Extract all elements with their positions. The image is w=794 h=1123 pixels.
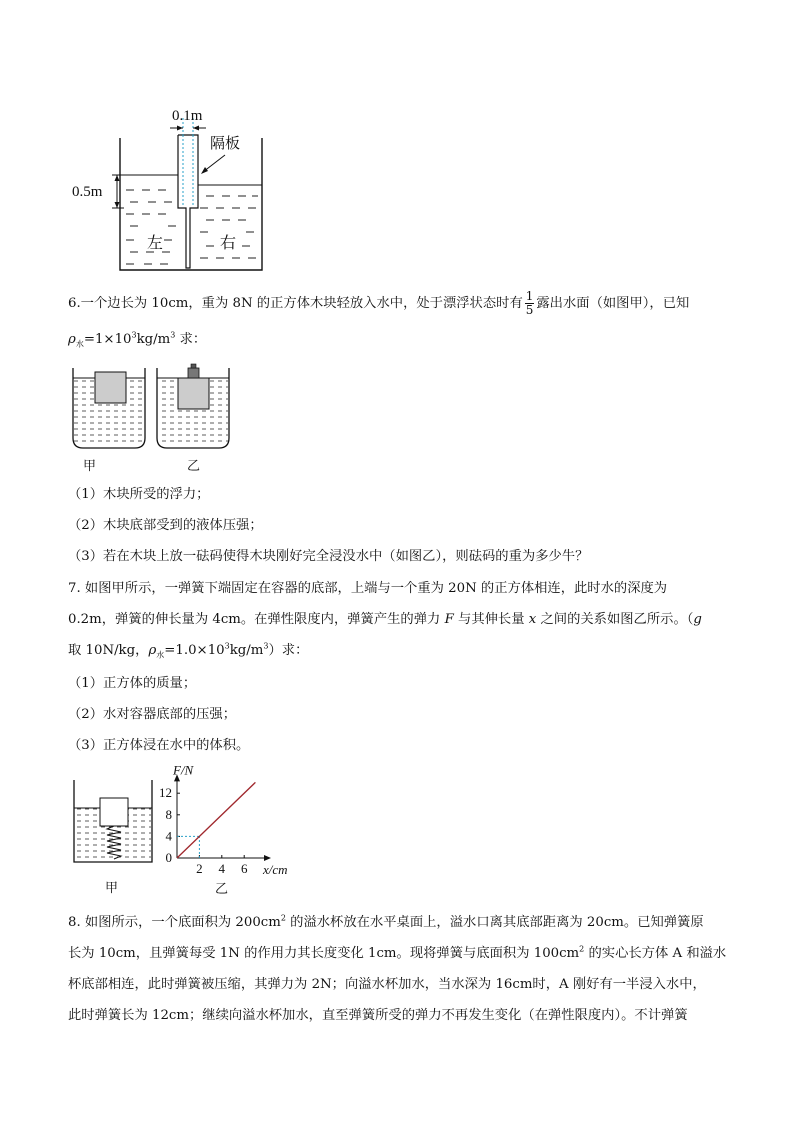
q7-sub3: （3）正方体浸在水中的体积。 xyxy=(68,738,250,753)
q6-sub3: （3）若在木块上放一砝码使得木块刚好完全浸没水中（如图乙），则砝码的重为多少牛？ xyxy=(68,549,589,564)
depth-label: 0.5m xyxy=(72,184,103,200)
left-label: 左 xyxy=(147,235,164,252)
force-extension-chart xyxy=(155,762,305,902)
q7-density-exponent: 3 xyxy=(224,641,230,651)
q7-line3 xyxy=(68,641,308,661)
q7-sub2: （2）水对容器底部的压强； xyxy=(68,707,237,722)
q6-density-unit: kg/m xyxy=(136,332,171,347)
q6-text-b: 露出水面（如图甲），已知 xyxy=(536,296,690,311)
q6-density-exponent: 3 xyxy=(131,330,137,340)
q8-exponent-a: 2 xyxy=(280,913,286,923)
fig-jia-label: 甲 xyxy=(83,458,97,473)
partition-label: 隔板 xyxy=(210,136,241,152)
q6-sub2: （2）木块底部受到的液体压强； xyxy=(68,518,263,533)
fraction-denominator: 5 xyxy=(525,303,534,317)
q8-text-d: 的实心长方体 A 和溢水 xyxy=(584,946,727,961)
y-axis-label: F/N xyxy=(173,762,194,778)
q8-text-c: 长为 10cm，且弹簧每受 1N 的作用力其长度变化 1cm。现将弹簧与底面积为 100cm xyxy=(68,946,580,961)
x-axis-label: x/cm xyxy=(263,862,288,877)
rho-symbol: ρ xyxy=(68,332,76,347)
q6-line2 xyxy=(68,330,206,350)
q7-sub1: （1）正方体的质量； xyxy=(68,676,197,691)
spring-container-figure xyxy=(68,770,163,900)
q8-line1 xyxy=(68,913,704,933)
q6-density-value: =1×10 xyxy=(83,332,132,347)
q7-text-a: 0.2m，弹簧的伸长量为 4cm。在弹性限度内，弹簧产生的弹力 xyxy=(68,612,445,627)
fig-yi-label: 乙 xyxy=(215,881,229,896)
right-label: 右 xyxy=(220,235,237,252)
y-tick-label: 8 xyxy=(165,806,172,822)
fig-jia-label: 甲 xyxy=(105,880,119,895)
width-label: 0.1m xyxy=(172,108,203,124)
force-symbol: F xyxy=(444,612,454,627)
partition-container-figure xyxy=(60,100,280,280)
q6-line1 xyxy=(68,290,689,317)
fig-yi-label: 乙 xyxy=(187,458,201,473)
wood-block-figure xyxy=(65,360,245,480)
g-symbol: g xyxy=(693,612,702,627)
q7-text-e: ）求： xyxy=(268,643,309,658)
q7-text-b: 与其伸长量 xyxy=(453,612,529,627)
x-tick-label: 6 xyxy=(240,861,248,876)
q8-text-b: 的溢水杯放在水平桌面上，溢水口离其底部距离为 20cm。已知弹簧原 xyxy=(285,915,704,930)
q8-line2 xyxy=(68,944,726,964)
fraction-numerator: 1 xyxy=(525,289,534,303)
origin-label: 0 xyxy=(165,850,172,865)
q7-text-d: 取 10N/kg， xyxy=(68,643,149,658)
q7-density-value: =1.0×10 xyxy=(164,643,225,658)
rho-subscript: 水 xyxy=(75,339,84,349)
y-tick-label: 12 xyxy=(159,785,172,801)
force-line xyxy=(177,782,255,858)
q8-text-a: 8. 如图所示，一个底面积为 200cm xyxy=(68,915,281,930)
q6-unit-exponent: 3 xyxy=(170,330,176,340)
q8-exponent-b: 2 xyxy=(579,944,585,954)
q7-unit-exponent: 3 xyxy=(263,641,269,651)
q7-density-unit: kg/m xyxy=(229,643,264,658)
y-tick-label: 4 xyxy=(165,828,172,844)
rho-subscript: 水 xyxy=(156,650,165,660)
q7-text-c: 之间的关系如图乙所示。（ xyxy=(536,612,694,627)
q8-line4: 此时弹簧长为 12cm；继续向溢水杯加水，直至弹簧所受的弹力不再发生变化（在弹性限度内）。不计弹簧 xyxy=(68,1008,688,1023)
q6-text-a: 6.一个边长为 10cm，重为 8N 的正方体木块轻放入水中，处于漂浮状态时有 xyxy=(68,296,523,311)
q6-sub1: （1）木块所受的浮力； xyxy=(68,487,210,502)
q7-line1: 7. 如图甲所示，一弹簧下端固定在容器的底部，上端与一个重为 20N 的正方体相连，此时水的深度为 xyxy=(68,581,668,596)
q6-line2-end: 求： xyxy=(175,332,207,347)
x-axis-arrow xyxy=(264,855,271,861)
fraction xyxy=(525,290,535,317)
rho-symbol: ρ xyxy=(148,643,157,658)
x-tick-label: 2 xyxy=(196,861,203,876)
extension-symbol: x xyxy=(528,612,537,627)
q8-line3: 杯底部相连，此时弹簧被压缩，其弹力为 2N；向溢水杯加水，当水深为 16cm时，A 刚好有一半浸入水中， xyxy=(68,977,706,992)
q7-line2 xyxy=(68,610,702,630)
x-tick-label: 4 xyxy=(218,861,226,876)
